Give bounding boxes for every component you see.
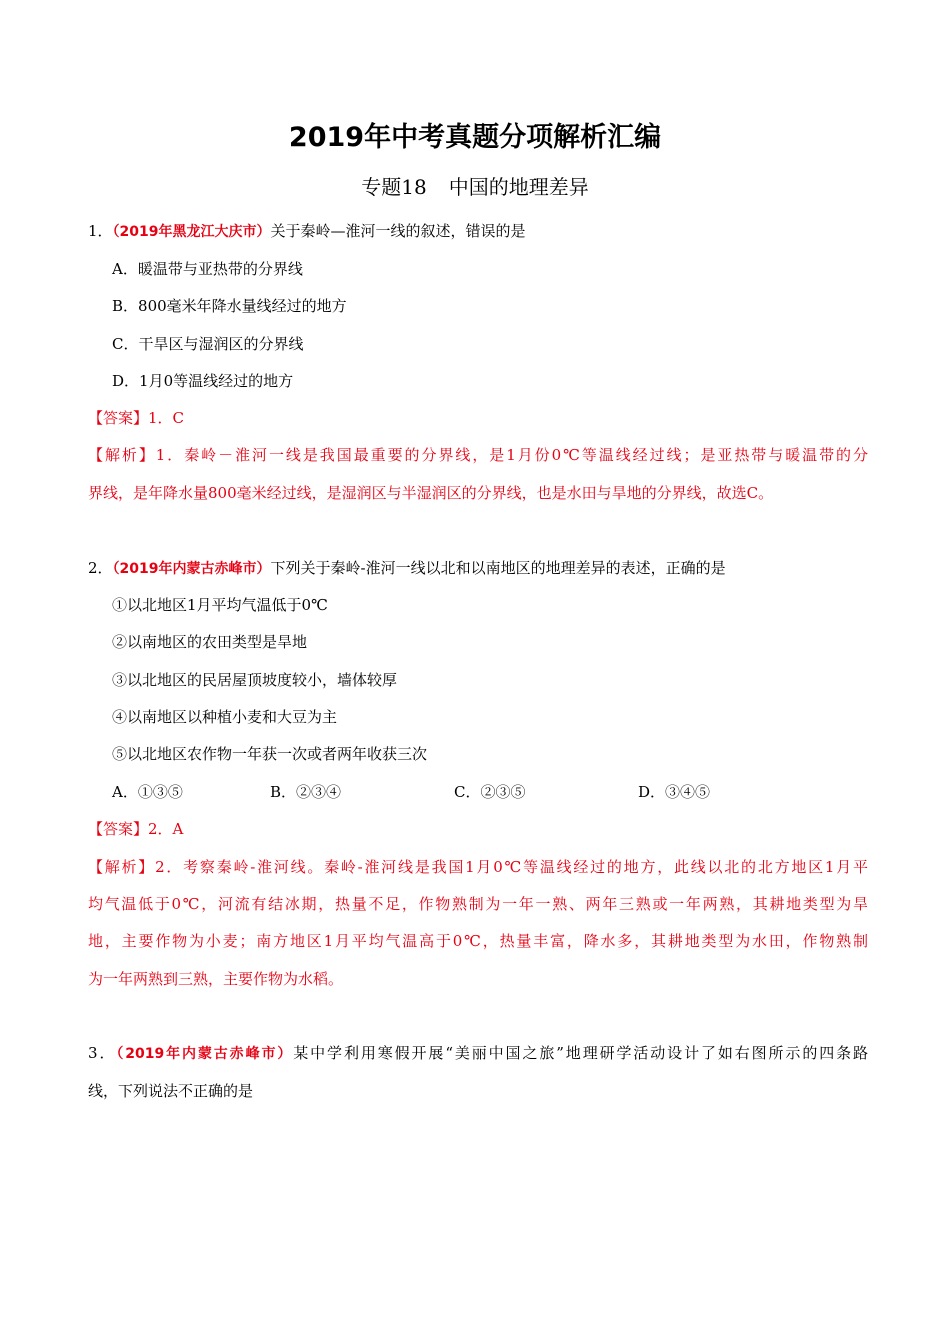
option-c: C．②③⑤ [454, 783, 526, 801]
analysis-line: 地，主要作物为小麦；南方地区1月平均气温高于0℃，热量丰富，降水多，其耕地类型为水田，作物熟制 [88, 932, 868, 950]
statement-3: ③以北地区的民居屋顶坡度较小，墙体较厚 [112, 671, 398, 689]
question-3-stem [88, 1042, 868, 1065]
question-text-continued: 线，下列说法不正确的是 [88, 1082, 254, 1100]
option-a: A．①③⑤ [112, 783, 183, 801]
question-source: （2019年内蒙古赤峰市） [116, 1046, 294, 1062]
answer-label: 【答案】 [88, 820, 149, 838]
analysis-text: 1．秦岭－淮河一线是我国最重要的分界线，是1月份0℃等温线经过线；是亚热带与暖温带的分 [155, 446, 868, 464]
analysis-line [88, 444, 868, 466]
topic-number: 专题18 [361, 175, 427, 199]
option-a: A．暖温带与亚热带的分界线 [112, 260, 303, 278]
question-text: 某中学利用寒假开展“美丽中国之旅”地理研学活动设计了如右图所示的四条路 [293, 1044, 869, 1062]
question-source: （2019年内蒙古赤峰市） [112, 561, 271, 577]
analysis-line [88, 856, 868, 878]
option-b: B．②③④ [270, 783, 342, 801]
topic-name: 中国的地理差异 [448, 175, 589, 199]
statement-4: ④以南地区以种植小麦和大豆为主 [112, 708, 338, 726]
question-number: 2． [88, 559, 113, 577]
statement-5: ⑤以北地区农作物一年获一次或者两年收获三次 [112, 745, 428, 763]
question-source: （2019年黑龙江大庆市） [112, 224, 271, 240]
option-d: D．③④⑤ [638, 783, 711, 801]
option-c: C．干旱区与湿润区的分界线 [112, 335, 304, 353]
question-1-stem [88, 220, 868, 243]
question-text: 下列关于秦岭-淮河一线以北和以南地区的地理差异的表述，正确的是 [270, 559, 726, 577]
statement-2: ②以南地区的农田类型是旱地 [112, 633, 308, 651]
analysis-label: 【解析】 [88, 446, 156, 464]
question-2-stem [88, 557, 868, 580]
analysis-text: 2．考察秦岭-淮河线。秦岭-淮河线是我国1月0℃等温线经过的地方，此线以北的北方地区1月平 [155, 858, 868, 876]
option-b: B．800毫米年降水量线经过的地方 [112, 297, 347, 315]
answer-label: 【答案】 [88, 409, 149, 427]
question-number: 3． [88, 1044, 117, 1062]
analysis-label: 【解析】 [88, 858, 156, 876]
topic-subtitle [0, 172, 950, 202]
question-text: 关于秦岭—淮河一线的叙述，错误的是 [270, 222, 526, 240]
statement-1: ①以北地区1月平均气温低于0℃ [112, 596, 328, 614]
document-title: 2019年中考真题分项解析汇编 [288, 122, 662, 153]
option-d: D．1月0等温线经过的地方 [112, 372, 294, 390]
analysis-line: 均气温低于0℃，河流有结冰期，热量不足，作物熟制为一年一熟、两年三熟或一年两熟，其耕地类型为旱 [88, 895, 868, 913]
answer-value: 2．A [148, 820, 184, 838]
question-number: 1． [88, 222, 113, 240]
answer-line [88, 407, 868, 429]
analysis-line: 界线，是年降水量800毫米经过线，是湿润区与半湿润区的分界线，也是水田与旱地的分界线，故选C。 [88, 484, 774, 502]
answer-line [88, 818, 868, 840]
analysis-line: 为一年两熟到三熟，主要作物为水稻。 [88, 970, 344, 988]
answer-value: 1．C [148, 409, 185, 427]
